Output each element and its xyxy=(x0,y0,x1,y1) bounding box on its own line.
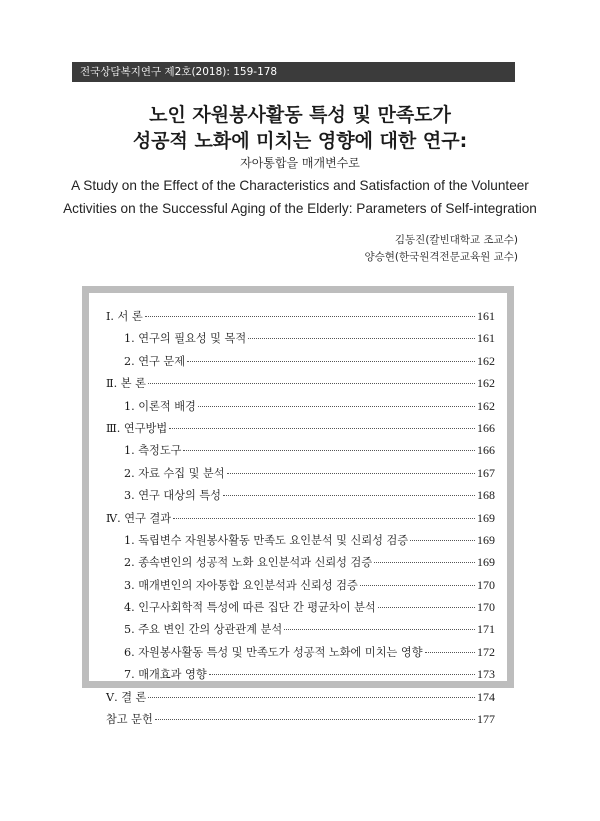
toc-entry-label: Ⅳ. 연구 결과 xyxy=(106,511,172,525)
toc-entry-label: Ⅱ. 본 론 xyxy=(106,377,146,391)
title-korean-line-2: 성공적 노화에 미치는 영향에 대한 연구: xyxy=(132,130,468,152)
toc-entry xyxy=(106,596,495,618)
toc-panel xyxy=(89,293,507,727)
toc-entry xyxy=(106,551,495,573)
author-2: 양승현(한국원격전문교육원 교수) xyxy=(364,251,518,263)
toc-leader-dots xyxy=(425,652,476,653)
toc-entry-label: 4. 인구사회학적 특성에 따른 집단 간 평균차이 분석 xyxy=(124,601,376,615)
author-1: 김동진(칼빈대학교 조교수) xyxy=(394,234,518,246)
toc-entry xyxy=(106,417,495,439)
toc-entry-label: 참고 문헌 xyxy=(106,713,153,727)
toc-entry-label: 2. 연구 문제 xyxy=(124,354,186,368)
toc-leader-dots xyxy=(378,607,475,608)
toc-entry-page: 174 xyxy=(477,689,495,704)
toc-leader-dots xyxy=(187,361,475,362)
toc-leader-dots xyxy=(360,585,475,586)
table-of-contents xyxy=(82,286,514,727)
toc-entry-page: 168 xyxy=(477,488,495,503)
toc-leader-dots xyxy=(145,316,475,317)
author-list xyxy=(364,232,518,266)
toc-entry-page: 171 xyxy=(477,622,495,637)
toc-entry-label: Ⅲ. 연구방법 xyxy=(106,421,168,435)
toc-entry xyxy=(106,395,495,417)
toc-entry-label: 1. 측정도구 xyxy=(124,444,182,458)
title-korean-line-1: 노인 자원봉사활동 특성 및 만족도가 xyxy=(149,104,451,126)
toc-leader-dots xyxy=(148,697,475,698)
toc-entry xyxy=(106,618,495,640)
toc-entry-page: 162 xyxy=(477,398,495,413)
toc-entry-label: Ⅴ. 결 론 xyxy=(106,690,147,704)
toc-entry xyxy=(106,439,495,461)
toc-entry-label: 2. 자료 수집 및 분석 xyxy=(124,466,225,480)
toc-entry xyxy=(106,462,495,484)
toc-leader-dots xyxy=(155,719,475,720)
toc-leader-dots xyxy=(209,674,475,675)
toc-entry-page: 172 xyxy=(477,644,495,659)
toc-entry-page: 167 xyxy=(477,465,495,480)
toc-entry-label: 3. 연구 대상의 특성 xyxy=(124,489,221,503)
toc-entry-label: 2. 종속변인의 성공적 노화 요인분석과 신뢰성 검증 xyxy=(124,556,373,570)
toc-entry-page: 170 xyxy=(477,577,495,592)
toc-entry-page: 166 xyxy=(477,420,495,435)
toc-entry-label: 5. 주요 변인 간의 상관관계 분석 xyxy=(124,623,283,637)
title-english-line-2: Activities on the Successful Aging of the Elderly: Parameters of Self-integration xyxy=(63,201,537,216)
toc-entry-page: 169 xyxy=(477,510,495,525)
toc-entry-page: 169 xyxy=(477,555,495,570)
toc-entry-label: Ⅰ. 서 론 xyxy=(106,310,143,323)
toc-entry-label: 1. 연구의 필요성 및 목적 xyxy=(124,332,247,346)
toc-leader-dots xyxy=(284,629,475,630)
toc-entry-page: 173 xyxy=(477,667,495,682)
journal-header: 전국상담복지연구 제2호(2018): 159-178 xyxy=(72,62,515,82)
toc-entry-page: 162 xyxy=(477,376,495,391)
toc-entry-page: 166 xyxy=(477,443,495,458)
toc-entry-label: 1. 독립변수 자원봉사활동 만족도 요인분석 및 신뢰성 검증 xyxy=(124,533,409,547)
toc-entry-label: 3. 매개변인의 자아통합 요인분석과 신뢰성 검증 xyxy=(124,578,358,592)
toc-leader-dots xyxy=(227,473,475,474)
toc-entry xyxy=(106,641,495,663)
toc-entry xyxy=(106,372,495,394)
toc-leader-dots xyxy=(173,518,475,519)
toc-entry xyxy=(106,484,495,506)
toc-entry xyxy=(106,686,495,708)
title-block xyxy=(0,102,600,218)
toc-entry xyxy=(106,507,495,529)
toc-entry-label: 7. 매개효과 영향 xyxy=(124,668,207,682)
toc-entry-label: 6. 자원봉사활동 특성 및 만족도가 성공적 노화에 미치는 영향 xyxy=(124,645,423,659)
toc-leader-dots xyxy=(374,562,475,563)
toc-entry-page: 161 xyxy=(477,309,495,323)
toc-entry-page: 177 xyxy=(477,712,495,727)
toc-entry xyxy=(106,305,495,327)
toc-leader-dots xyxy=(148,383,475,384)
toc-entry-page: 169 xyxy=(477,532,495,547)
toc-leader-dots xyxy=(169,428,475,429)
toc-entry xyxy=(106,350,495,372)
title-english-line-1: A Study on the Effect of the Characteristics and Satisfaction of the Volunteer xyxy=(71,178,529,193)
toc-leader-dots xyxy=(223,495,475,496)
toc-leader-dots xyxy=(183,450,475,451)
toc-entry xyxy=(106,327,495,349)
toc-entry-label: 1. 이론적 배경 xyxy=(124,399,196,413)
toc-leader-dots xyxy=(198,406,475,407)
subtitle-korean: 자아통합을 매개변수로 xyxy=(240,156,360,170)
toc-entry xyxy=(106,708,495,730)
toc-entry-page: 162 xyxy=(477,353,495,368)
toc-entry-page: 161 xyxy=(477,331,495,346)
toc-leader-dots xyxy=(410,540,475,541)
toc-entry xyxy=(106,574,495,596)
toc-leader-dots xyxy=(248,338,475,339)
toc-entry xyxy=(106,529,495,551)
toc-entry xyxy=(106,663,495,685)
toc-entry-page: 170 xyxy=(477,600,495,615)
